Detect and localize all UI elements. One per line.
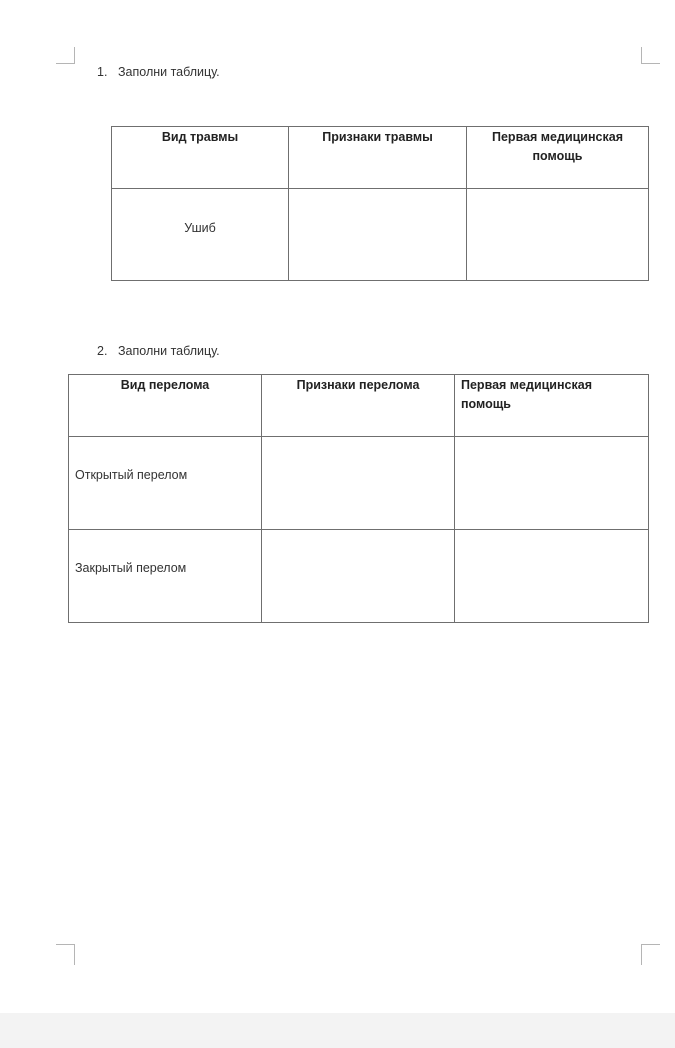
row-label-closed-fracture: Закрытый перелом bbox=[69, 530, 262, 623]
header-fracture-type: Вид перелома bbox=[69, 375, 262, 437]
cell-signs[interactable] bbox=[262, 437, 455, 530]
viewer-bottom-bar bbox=[0, 1013, 675, 1048]
cell-first-aid[interactable] bbox=[467, 189, 649, 281]
header-injury-type: Вид травмы bbox=[112, 127, 289, 189]
table-row bbox=[69, 437, 649, 530]
table-row bbox=[69, 530, 649, 623]
task-2-text: Заполни таблицу. bbox=[118, 344, 220, 358]
margin-corner-bottom-right bbox=[641, 944, 660, 965]
cell-signs[interactable] bbox=[262, 530, 455, 623]
cell-first-aid[interactable] bbox=[455, 530, 649, 623]
cell-signs[interactable] bbox=[289, 189, 467, 281]
task-1-heading bbox=[97, 65, 220, 79]
row-label-open-fracture: Открытый перелом bbox=[69, 437, 262, 530]
task-1-text: Заполни таблицу. bbox=[118, 65, 220, 79]
header-injury-signs: Признаки травмы bbox=[289, 127, 467, 189]
cell-first-aid[interactable] bbox=[455, 437, 649, 530]
header-first-aid: Первая медицинская помощь bbox=[455, 375, 649, 437]
margin-corner-bottom-left bbox=[56, 944, 75, 965]
table-header-row bbox=[112, 127, 649, 189]
margin-corner-top-left bbox=[56, 47, 75, 64]
margin-corner-top-right bbox=[641, 47, 660, 64]
table-row bbox=[112, 189, 649, 281]
task-2-heading bbox=[97, 344, 220, 358]
task-2-number: 2. bbox=[97, 344, 108, 358]
table-header-row bbox=[69, 375, 649, 437]
fracture-table bbox=[68, 374, 649, 623]
row-label-bruise: Ушиб bbox=[112, 189, 289, 281]
task-1-number: 1. bbox=[97, 65, 108, 79]
injury-table bbox=[111, 126, 649, 281]
header-first-aid: Первая медицинская помощь bbox=[467, 127, 649, 189]
header-fracture-signs: Признаки перелома bbox=[262, 375, 455, 437]
